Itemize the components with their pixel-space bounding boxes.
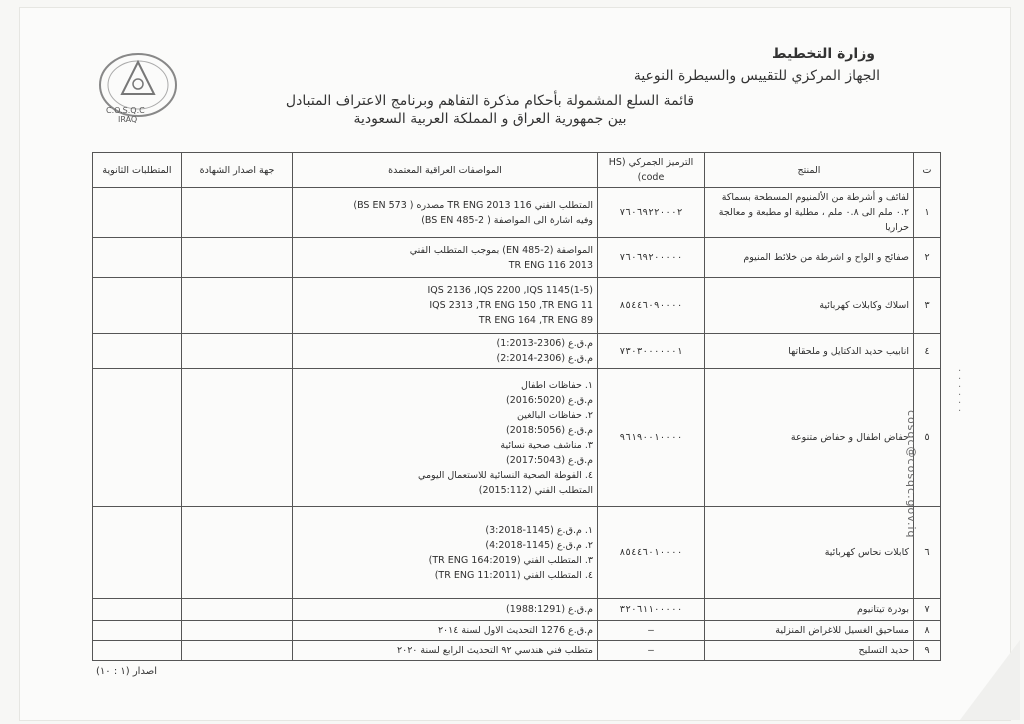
requirements-cell (93, 238, 182, 278)
spec-line: ٣. مناشف صحية نسائية (500, 439, 593, 451)
specs-cell (293, 188, 598, 238)
row-number: ٩ (914, 641, 941, 661)
header-authority: جهة اصدار الشهادة (182, 153, 293, 188)
product-cell: لفائف و أشرطة من الألمنيوم المسطحة بسماكة ٠.٢ ملم الى ٠.٨ ملم ، مطلية او مطبعة و معالجة حراريا (705, 188, 914, 238)
table-row (93, 334, 941, 369)
requirements-cell (93, 621, 182, 641)
table-row (93, 278, 941, 334)
ministry-name: وزارة التخطيط (772, 46, 875, 62)
product-cell: حديد التسليح (705, 641, 914, 661)
specs-cell (293, 641, 598, 661)
hs-code-cell: ٧٦٠٦٩٢٢٠٠٠٢ (598, 188, 705, 238)
specs-cell (293, 278, 598, 334)
row-number: ٧ (914, 599, 941, 621)
spec-line: م.ق.ع (2306-2:2014) (496, 353, 593, 364)
hs-code-cell: ٨٥٤٤٦٠١٠٠٠٠ (598, 507, 705, 599)
logo-text: C.O.S.Q.C IRAQ (106, 106, 145, 124)
hs-code-cell: ٩٦١٩٠٠١٠٠٠٠ (598, 369, 705, 507)
header-requirements: المتطلبات الثانوية (93, 153, 182, 188)
row-number: ٨ (914, 621, 941, 641)
authority-cell (182, 621, 293, 641)
specs-cell (293, 599, 598, 621)
requirements-cell (93, 334, 182, 369)
authority-cell (182, 641, 293, 661)
spec-line: المواصفة (EN 485-2) بموجب المتطلب الفني (409, 244, 593, 256)
requirements-cell (93, 641, 182, 661)
title-line-2: بين جمهورية العراق و المملكة العربية السعودية (353, 111, 627, 127)
requirements-cell (93, 369, 182, 507)
spec-line: وفيه اشارة الى المواصفة ( BS EN 485-2) (421, 214, 593, 226)
products-table (92, 152, 941, 661)
table-row (93, 641, 941, 661)
product-cell: حفاض اطفال و حفاض متنوعة (705, 369, 914, 507)
organization-name: الجهاز المركزي للتقييس والسيطرة النوعية (633, 68, 880, 84)
table-row (93, 507, 941, 599)
header-hs-code: الترميز الجمركي (HS code) (598, 153, 705, 188)
side-dots: · · · · · · (958, 366, 962, 417)
spec-line: ٤. الفوطة الصحية النسائية للاستعمال اليومي (418, 469, 593, 481)
header-no: ت (914, 153, 941, 188)
spec-line: م.ق.ع (2306-1:2013) (496, 338, 593, 349)
spec-line: ١. م.ق.ع (1145-3:2018) (485, 524, 593, 536)
document-sheet (20, 8, 1010, 720)
authority-cell (182, 188, 293, 238)
hs-code-cell: ٧٣٠٣٠٠٠٠٠٠١ (598, 334, 705, 369)
product-cell: مساحيق الغسيل للاغراض المنزلية (705, 621, 914, 641)
spec-line: المتطلب الفني 116 TR ENG 2013 مصدره ( BS EN 573) (353, 199, 593, 211)
side-email-text: cosqc@cosqc.gov.iq (905, 410, 918, 539)
product-cell: كابلات نحاس كهربائية (705, 507, 914, 599)
authority-cell (182, 507, 293, 599)
specs-cell (293, 334, 598, 369)
table-body (93, 188, 941, 661)
authority-cell (182, 599, 293, 621)
hs-code-cell: — (598, 641, 705, 661)
spec-line: متطلب فني هندسي ٩٢ التحديث الرابع لسنة ٢٠٢٠ (396, 645, 593, 656)
spec-line: المتطلب الفني (2015:112) (478, 484, 593, 496)
hs-code-cell: ٣٢٠٦١١٠٠٠٠٠ (598, 599, 705, 621)
row-number: ١ (914, 188, 941, 238)
spec-line: م.ق.ع 1276 التحديث الاول لسنة ٢٠١٤ (437, 625, 593, 636)
row-number: ٣ (914, 278, 941, 334)
spec-line: 2013 TR ENG 116 (508, 259, 593, 271)
product-cell: انابيب حديد الدكتايل و ملحقاتها (705, 334, 914, 369)
authority-cell (182, 334, 293, 369)
authority-cell (182, 369, 293, 507)
spec-line: TR ENG 164 ,TR ENG 89 (478, 315, 593, 326)
spec-line: IQS 2136 ,IQS 2200 ,IQS 1145(1-5) (427, 285, 593, 296)
table-row (93, 599, 941, 621)
spec-line: ٢. م.ق.ع (1145-4:2018) (485, 539, 593, 551)
spec-line: ٤. المتطلب الفني (2011:TR ENG 11) (434, 569, 593, 581)
requirements-cell (93, 599, 182, 621)
hs-code-cell: ٧٦٠٦٩٢٠٠٠٠٠ (598, 238, 705, 278)
spec-line: م.ق.ع (1988:1291) (506, 604, 593, 615)
requirements-cell (93, 507, 182, 599)
spec-line: ٣. المتطلب الفني (2019:TR ENG 164) (428, 554, 593, 566)
specs-cell (293, 238, 598, 278)
table-row (93, 621, 941, 641)
title-line-1: قائمة السلع المشمولة بأحكام مذكرة التفاهم وبرنامج الاعتراف المتبادل (285, 93, 695, 109)
table-row (93, 188, 941, 238)
row-number: ٦ (914, 507, 941, 599)
specs-cell (293, 507, 598, 599)
spec-line: ٢. حفاظات البالغين (516, 409, 593, 421)
row-number: ٢ (914, 238, 941, 278)
spec-line: IQS 2313 ,TR ENG 150 ,TR ENG 11 (429, 300, 593, 311)
hs-code-cell: — (598, 621, 705, 641)
row-number: ٤ (914, 334, 941, 369)
table-row (93, 369, 941, 507)
requirements-cell (93, 188, 182, 238)
header-specs: المواصفات العراقية المعتمدة (293, 153, 598, 188)
table-header-row (93, 153, 941, 188)
issue-footer: اصدار (١ : ١٠) (96, 666, 157, 677)
hs-code-cell: ٨٥٤٤٦٠٩٠٠٠٠ (598, 278, 705, 334)
spec-line: م.ق.ع (2016:5020) (506, 394, 593, 406)
product-cell: صفائح و الواح و اشرطة من خلائط المنيوم (705, 238, 914, 278)
authority-cell (182, 238, 293, 278)
requirements-cell (93, 278, 182, 334)
authority-cell (182, 278, 293, 334)
header-product: المنتج (705, 153, 914, 188)
specs-cell (293, 621, 598, 641)
spec-line: م.ق.ع (2018:5056) (506, 424, 593, 436)
row-number: ٥ (914, 369, 941, 507)
spec-line: م.ق.ع (2017:5043) (506, 454, 593, 466)
table-row (93, 238, 941, 278)
spec-line: ١. حفاظات اطفال (521, 379, 593, 391)
document-title (270, 92, 710, 128)
specs-cell (293, 369, 598, 507)
product-cell: بودرة تيتانيوم (705, 599, 914, 621)
product-cell: اسلاك وكابلات كهربائية (705, 278, 914, 334)
